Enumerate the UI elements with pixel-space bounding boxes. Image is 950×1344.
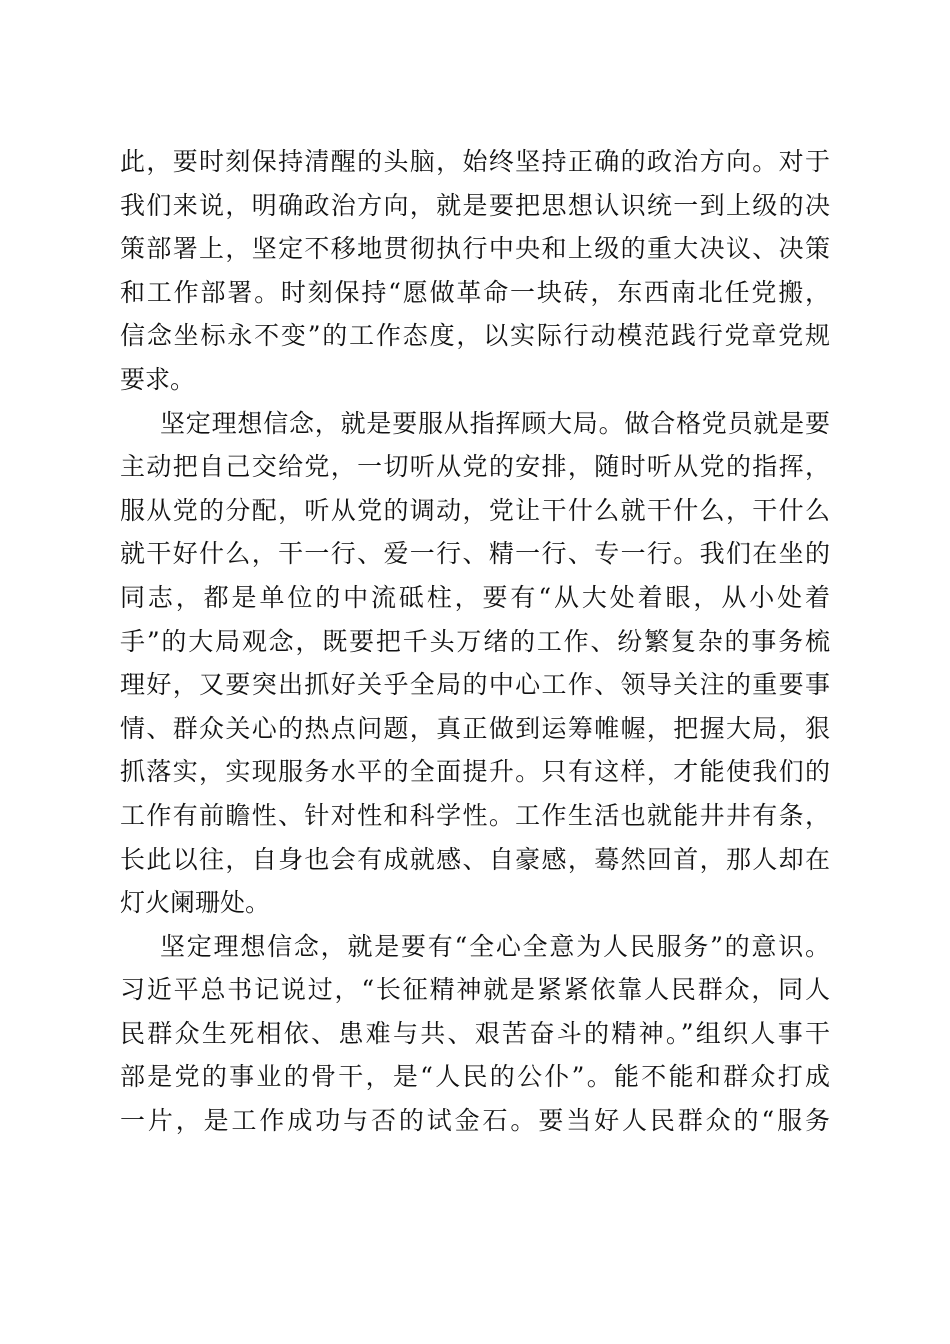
text-line: 服从党的分配，听从党的调动，党让干什么就干什么，干什么 [120,495,830,525]
text-line: 工作有前瞻性、针对性和科学性。工作生活也就能井井有条， [120,800,830,830]
text-line: 一片，是工作成功与否的试金石。要当好人民群众的“服务 [120,1106,830,1136]
text-line: 民群众生死相依、患难与共、艰苦奋斗的精神。”组织人事干 [120,1018,830,1048]
text-line: 长此以往，自身也会有成就感、自豪感，蓦然回首，那人却在 [120,844,830,874]
text-line: 和工作部署。时刻保持“愿做革命一块砖，东西南北任党搬， [120,277,830,307]
paragraph-1 [120,140,830,402]
text-line: 要求。 [120,364,196,394]
paragraph-3 [120,925,830,1143]
text-line: 手”的大局观念，既要把千头万绪的工作、纷繁复杂的事务梳 [120,626,830,656]
text-line: 我们来说，明确政治方向，就是要把思想认识统一到上级的决 [120,190,830,220]
text-line: 部是党的事业的骨干，是“人民的公仆”。能不能和群众打成 [120,1062,830,1092]
text-line: 抓落实，实现服务水平的全面提升。只有这样，才能使我们的 [120,757,830,787]
text-line: 策部署上，坚定不移地贯彻执行中央和上级的重大决议、决策 [120,234,830,264]
text-line: 灯火阑珊处。 [120,888,271,918]
body-text [120,140,830,1143]
text-line: 坚定理想信念，就是要服从指挥顾大局。做合格党员就是要 [160,408,830,438]
text-line: 此，要时刻保持清醒的头脑，始终坚持正确的政治方向。对于 [120,147,830,176]
text-line: 情、群众关心的热点问题，真正做到运筹帷幄，把握大局，狠 [120,713,830,743]
text-line: 习近平总书记说过，“长征精神就是紧紧依靠人民群众，同人 [120,975,830,1005]
text-line: 就干好什么，干一行、爱一行、精一行、专一行。我们在坐的 [120,539,830,569]
text-line: 主动把自己交给党，一切听从党的安排，随时听从党的指挥， [120,452,830,482]
text-line: 坚定理想信念，就是要有“全心全意为人民服务”的意识。 [160,931,830,961]
text-line: 同志，都是单位的中流砥柱，要有“从大处着眼，从小处着 [120,582,830,612]
text-line: 理好，又要突出抓好关乎全局的中心工作、领导关注的重要事 [120,670,830,700]
paragraph-2 [120,402,830,925]
text-line: 信念坐标永不变”的工作态度，以实际行动模范践行党章党规 [120,321,830,351]
